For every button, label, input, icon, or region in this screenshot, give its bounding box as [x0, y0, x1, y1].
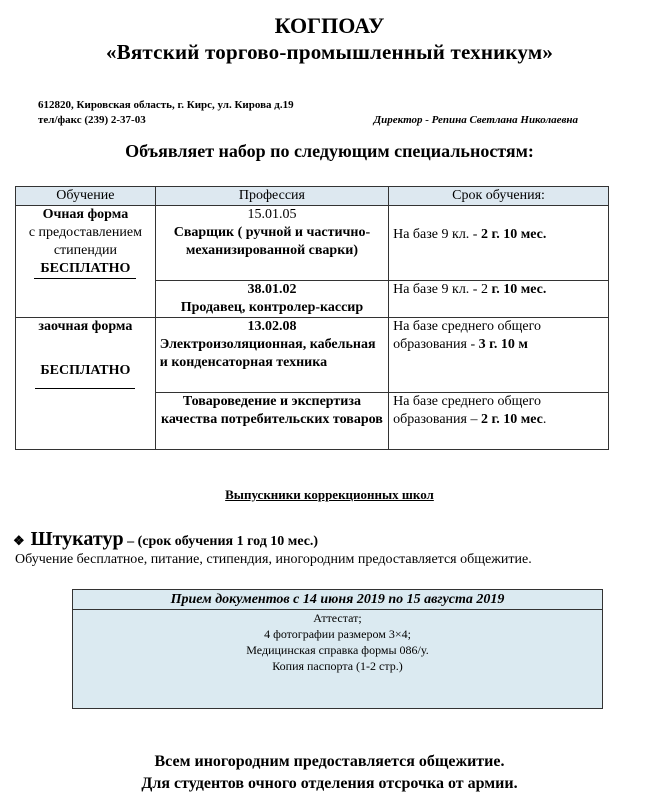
plasterer-note: Обучение бесплатное, питание, стипендия, иногородним предоставляется общежитие. — [15, 552, 532, 567]
org-short-name: КОГПОАУ — [274, 13, 385, 38]
list-item: Копия паспорта (1-2 стр.) — [272, 659, 403, 673]
term-prefix: На базе среднего общего образования – — [393, 394, 541, 427]
correspondence-cell — [16, 318, 156, 450]
professions-table — [15, 186, 609, 450]
profession-name: Продавец, контролер-кассир — [180, 300, 364, 315]
organization-header — [0, 12, 659, 66]
term-cell — [389, 318, 609, 393]
term-value: 2 г. 10 мес. — [480, 227, 547, 242]
plasterer-line — [13, 528, 318, 551]
plasterer-dash: – — [123, 534, 138, 549]
footer — [0, 751, 659, 795]
documents-box — [72, 589, 603, 709]
full-time-free: БЕСПЛАТНО — [34, 260, 136, 279]
profession-name: Товароведение и экспертиза качества потребительских товаров — [161, 394, 383, 427]
term-prefix: На базе 9 кл. - — [393, 227, 481, 242]
list-item: Аттестат; — [313, 611, 362, 625]
plasterer-title: Штукатур — [30, 528, 124, 550]
documents-title: Прием документов с 14 июня 2019 по 15 августа 2019 — [73, 590, 602, 610]
footer-line-1: Всем иногородним предоставляется общежитие. — [154, 753, 505, 770]
profession-name: Электроизоляционная, кабельная и конденсаторная техника — [159, 337, 376, 370]
director: Директор - Репина Светлана Николаевна — [373, 114, 578, 126]
table-header-row — [16, 187, 609, 206]
term-value: г. 10 мес. — [491, 282, 547, 297]
contact-block — [38, 98, 598, 128]
term-cell — [389, 393, 609, 450]
term-prefix: На базе среднего общего образования - — [393, 319, 541, 352]
address: 612820, Кировская область, г. Кирс, ул. Кирова д.19 — [38, 99, 294, 111]
term-value: 3 г. 10 м — [478, 337, 528, 352]
profession-cell — [155, 281, 388, 318]
header-study: Обучение — [16, 187, 156, 206]
header-term: Срок обучения: — [389, 187, 609, 206]
profession-code: 13.02.08 — [247, 319, 297, 334]
org-full-name: «Вятский торгово-промышленный техникум» — [105, 40, 554, 64]
graduates-heading: Выпускники коррекционных школ — [225, 487, 434, 502]
term-prefix: На базе 9 кл. - 2 — [393, 282, 492, 297]
term-value: 2 г. 10 мес — [480, 412, 543, 427]
profession-name: Сварщик ( ручной и частично-механизированной сварки) — [173, 225, 371, 258]
footer-line-2: Для студентов очного отделения отсрочка от армии. — [141, 775, 518, 792]
full-time-cell — [16, 206, 156, 318]
list-item: Медицинская справка формы 086/у. — [246, 643, 429, 657]
full-time-desc: с предоставлением стипендии — [28, 225, 142, 258]
term-cell — [389, 281, 609, 318]
profession-code: 38.01.02 — [247, 282, 297, 297]
diamond-bullet-icon: ❖ — [13, 533, 25, 548]
term-suffix: . — [542, 412, 547, 427]
signature-line — [35, 388, 135, 389]
table-row — [16, 318, 609, 393]
profession-cell — [155, 318, 388, 393]
profession-code: 15.01.05 — [247, 207, 297, 222]
profession-cell — [155, 206, 388, 281]
correspondence-form: заочная форма — [38, 319, 133, 334]
list-item: 4 фотографии размером 3×4; — [264, 627, 411, 641]
phone: тел/факс (239) 2-37-03 — [38, 114, 146, 126]
correspondence-free: БЕСПЛАТНО — [40, 363, 131, 378]
term-cell — [389, 206, 609, 281]
table-row — [16, 206, 609, 281]
announcement-title: Объявляет набор по следующим специальностям: — [125, 141, 534, 161]
documents-list — [73, 610, 602, 674]
profession-cell — [155, 393, 388, 450]
plasterer-term: (срок обучения 1 год 10 мес.) — [137, 534, 319, 549]
full-time-form: Очная форма — [42, 207, 129, 222]
header-profession: Профессия — [155, 187, 388, 206]
